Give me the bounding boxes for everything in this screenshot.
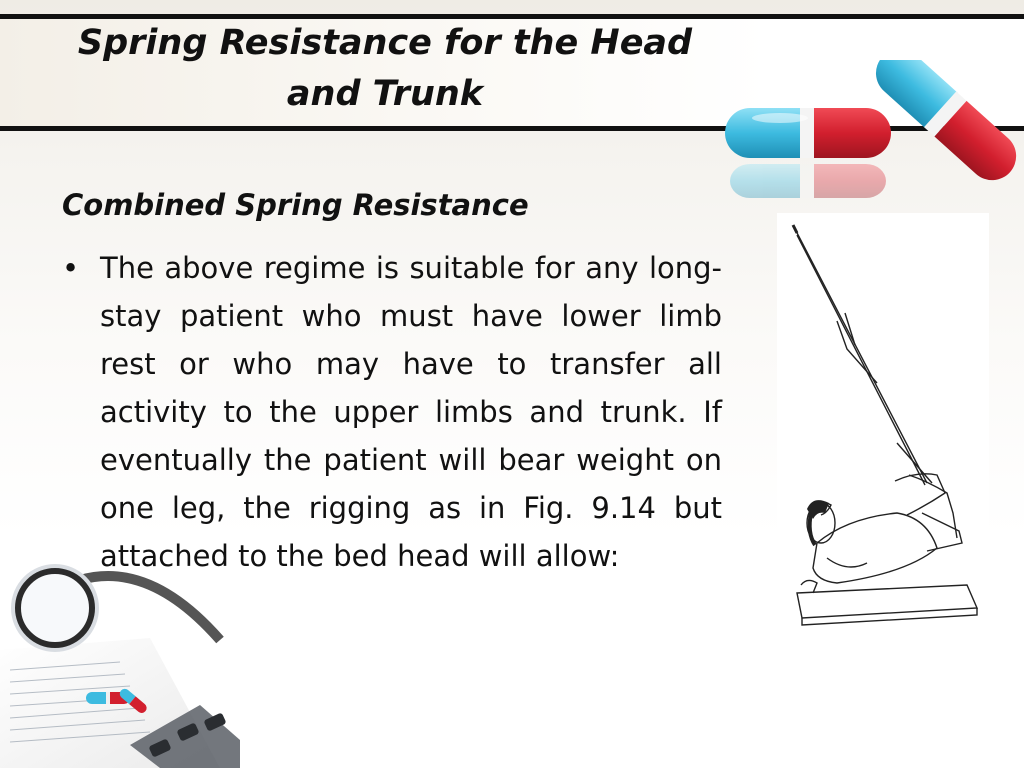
bullet-text: The above regime is suitable for any long-stay patient who must have lower limb rest or who may have to transfer all activity to the upper limbs and trunk. If eventually the patient will bear weight on one leg, the rigging as in Fig. 9.14 but attached to the bed head will allow: (100, 251, 722, 573)
slide-subtitle: Combined Spring Resistance (62, 188, 529, 222)
patient-rigging-illustration (777, 213, 989, 630)
slide-title: Spring Resistance for the Head and Trunk (77, 23, 693, 114)
bullet-symbol: • (62, 251, 80, 285)
stethoscope-icon (0, 520, 240, 768)
capsule-pill-icon (720, 60, 1024, 230)
